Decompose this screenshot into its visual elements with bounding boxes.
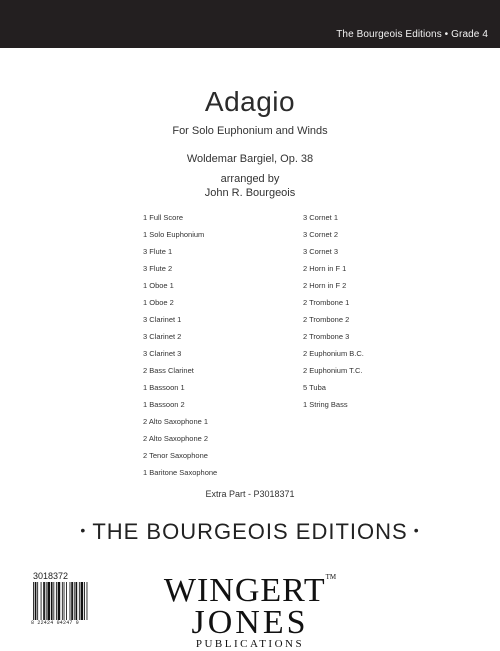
page-title: Adagio (204, 86, 296, 117)
part-item: 1 Oboe 1 (143, 281, 174, 290)
barcode-digits: 8 22424 04247 9 (31, 620, 80, 626)
part-item: 5 Tuba (303, 383, 326, 392)
part-item: 3 Flute 2 (143, 264, 173, 273)
publisher-logo (150, 560, 350, 651)
part-item: 2 Alto Saxophone 1 (143, 417, 209, 426)
part-item: 2 Trombone 3 (303, 332, 350, 341)
arranged-by-label: arranged by (220, 173, 280, 185)
composer-credit: Woldemar Bargiel, Op. 38 (186, 153, 314, 165)
part-item: 2 Tenor Saxophone (143, 451, 208, 460)
part-item: 2 Trombone 1 (303, 298, 350, 307)
barcode (32, 582, 100, 620)
arranger-name: John R. Bourgeois (204, 187, 296, 199)
trademark-mark: TM (325, 573, 337, 581)
part-item: 2 Trombone 2 (303, 315, 350, 324)
part-item: 1 Baritone Saxophone (143, 468, 218, 477)
instrumentation-list-left (143, 212, 217, 484)
part-item: 3 Flute 1 (143, 247, 173, 256)
part-item: 3 Clarinet 1 (143, 315, 182, 324)
part-item: 2 Horn in F 2 (303, 281, 347, 290)
subtitle: For Solo Euphonium and Winds (172, 125, 328, 137)
part-item: 3 Clarinet 3 (143, 349, 182, 358)
extra-part-note: Extra Part - P3018371 (205, 489, 295, 499)
arranger-credit (0, 172, 500, 200)
series-banner-text: THE BOURGEOIS EDITIONS (92, 519, 408, 544)
bullet-left: • (80, 522, 87, 538)
publisher-line2: JONES (191, 604, 309, 641)
part-item: 3 Cornet 3 (303, 247, 339, 256)
top-header-bar (0, 0, 500, 48)
part-item: 1 Oboe 2 (143, 298, 174, 307)
catalog-number: 3018372 (33, 571, 69, 581)
part-item: 2 Euphonium B.C. (303, 349, 364, 358)
instrumentation-list-right (303, 212, 364, 416)
part-item: 1 Solo Euphonium (143, 230, 205, 239)
part-item: 1 String Bass (303, 400, 348, 409)
part-item: 3 Cornet 1 (303, 213, 339, 222)
bullet-right: • (413, 522, 420, 538)
series-banner (0, 519, 500, 545)
part-item: 1 Bassoon 2 (143, 400, 185, 409)
part-item: 1 Full Score (143, 213, 184, 222)
part-item: 2 Alto Saxophone 2 (143, 434, 209, 443)
part-item: 3 Cornet 2 (303, 230, 339, 239)
part-item: 3 Clarinet 2 (143, 332, 182, 341)
publisher-line1: WINGERT (163, 572, 326, 609)
part-item: 2 Euphonium T.C. (303, 366, 363, 375)
part-item: 1 Bassoon 1 (143, 383, 185, 392)
publisher-line3: PUBLICATIONS (195, 638, 305, 650)
series-grade-label: The Bourgeois Editions • Grade 4 (336, 29, 488, 40)
part-item: 2 Bass Clarinet (143, 366, 194, 375)
part-item: 2 Horn in F 1 (303, 264, 347, 273)
